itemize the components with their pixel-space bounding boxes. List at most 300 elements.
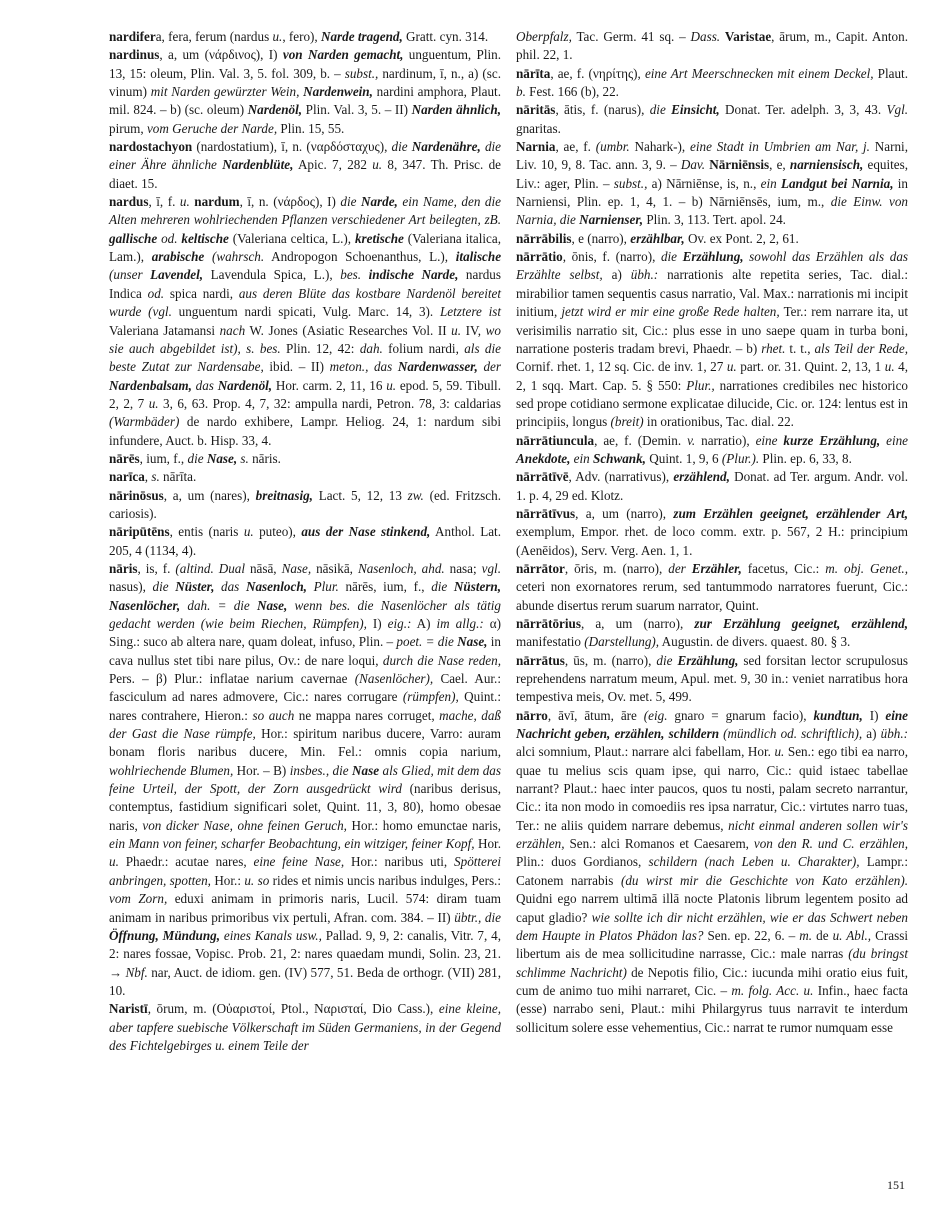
dictionary-entry: [109, 193, 501, 450]
right-column: [516, 28, 908, 1037]
entry-text: schildern (nach Leben u. Charakter),: [648, 854, 860, 870]
entry-text: durch die Nase reden,: [382, 652, 501, 668]
left-column: [109, 28, 501, 1055]
entry-text: Nardenblüte,: [222, 157, 294, 173]
entry-text: a): [602, 267, 631, 283]
entry-headword: nārrātiuncula: [516, 432, 595, 448]
entry-text: s.: [151, 469, 160, 485]
entry-text: A): [411, 616, 437, 631]
entry-text: Hor.: naribus uti,: [344, 854, 455, 870]
entry-text: zum Erzählen geeignet, erzählender Art,: [673, 505, 908, 521]
entry-text: Narden ähnlich,: [411, 102, 501, 118]
entry-text: (Darstellung),: [584, 634, 660, 650]
entry-text: keltische: [181, 230, 229, 246]
entry-text: (du bringst schlimme Nachricht): [516, 946, 908, 980]
entry-text: u.: [774, 744, 785, 760]
entry-text: , fero),: [282, 29, 321, 44]
entry-text: , ī, f.: [148, 194, 180, 210]
entry-headword: Naristī: [109, 1001, 148, 1017]
entry-text: Apic. 7, 282: [293, 157, 373, 173]
entry-text: (rümpfen),: [402, 689, 459, 705]
dictionary-entry: [109, 28, 501, 46]
entry-text: unguentum nardi spicati, Vulg. Marc. 14, 3).: [171, 304, 440, 320]
entry-text: eine: [755, 432, 784, 448]
entry-text: (altind. Dual: [175, 560, 245, 576]
dictionary-entry: [516, 615, 908, 652]
entry-text: indische Narde,: [368, 267, 459, 283]
entry-text: , ārum, m., Capit. Anton. phil. 22, 1.: [516, 29, 908, 63]
entry-text: erzählend,: [673, 469, 730, 485]
entry-text: 3, 6, 63. Prop. 4, 7, 32: ampulla nardi, Petron. 78, 3: caldarias: [158, 395, 501, 411]
entry-text: Hor.: [474, 836, 501, 852]
entry-text: , e (narro),: [571, 230, 631, 246]
entry-text: Lavendula Spica, L.),: [203, 267, 341, 283]
entry-text: eine feine Nase,: [253, 854, 345, 870]
entry-text: part. or. 31. Quint. 2, 13, 1: [736, 359, 885, 375]
entry-text: Narde tragend,: [321, 29, 403, 44]
entry-text: , a, um (nares),: [163, 487, 256, 503]
entry-text: vom Geruche der Narde,: [146, 120, 278, 136]
entry-text: Nasenloch,: [245, 579, 307, 595]
entry-headword: Varistae: [724, 29, 772, 44]
entry-text: dah. = die: [180, 597, 257, 613]
entry-text: Nasenloch, ahd.: [357, 560, 445, 576]
entry-text: Landgut bei Narnia,: [780, 175, 894, 191]
entry-text: manifestatio: [516, 634, 585, 650]
entry-text: eine Art Meerschnecken mit einem Deckel,: [644, 65, 874, 81]
entry-text: (mündlich od. schriftlich),: [719, 726, 863, 742]
entry-headword: nārrātio: [516, 249, 563, 265]
entry-text: kundtun,: [813, 707, 863, 723]
entry-text: Erzähler,: [691, 560, 742, 576]
entry-text: t. t.,: [785, 340, 815, 356]
entry-text: Hor. carm. 2, 11, 16: [272, 377, 387, 393]
entry-text: Nase,: [206, 450, 238, 466]
entry-text: Sen. ep. 22, 6. –: [703, 927, 800, 943]
entry-text: od.: [147, 285, 165, 301]
entry-text: , ōnis, f. (narro),: [562, 249, 661, 265]
entry-text: de Nepotis filio, Cic.: iucunda mihi oratio eius fuit, cum de animo tuo mihi narraret, Cic. –: [516, 964, 908, 998]
entry-text: nāsikā,: [311, 560, 358, 576]
entry-text: Fest. 166 (b), 22.: [525, 84, 619, 100]
entry-text: nar, Auct. de idiom. gen. (IV) 577, 51. Beda de orthogr. (VII) 281, 10.: [109, 964, 501, 998]
entry-text: , ium, f.,: [139, 450, 188, 466]
entry-text: (ed. Fritzsch. cariosis).: [109, 487, 501, 521]
entry-text: u.: [726, 359, 737, 375]
entry-text: u.: [386, 377, 397, 393]
entry-text: (Plur.).: [721, 450, 760, 466]
entry-text: I): [862, 707, 886, 723]
entry-text: Nbf.: [125, 964, 148, 980]
entry-text: Nardenöl,: [217, 377, 273, 393]
entry-text: gnaritas.: [516, 120, 561, 136]
dictionary-entry: [109, 560, 501, 1000]
entry-text: nāsā,: [244, 560, 282, 576]
entry-text: nasa;: [444, 560, 482, 576]
entry-text: die Einw. von Narnia, die: [516, 194, 908, 228]
entry-headword: Narnia: [516, 139, 556, 155]
entry-text: ceteri non exornatores rerum, sed tantummodo narratores fuerunt, Cic.: abunde disertus rerum suarum narrator, Quint.: [516, 579, 908, 613]
entry-text: Lact. 5, 12, 13: [312, 487, 408, 503]
entry-text: Nardenähre,: [411, 139, 481, 155]
entry-text: Hor.: spiritum naribus ducere, Varro: auram bonam floris naribus ducere, Min. Fel.: omnis copia narium,: [109, 726, 501, 760]
entry-text: mit Narden gewürzter Wein,: [150, 84, 304, 100]
dictionary-entry: [516, 65, 908, 102]
dictionary-entry: [109, 450, 501, 468]
entry-text: die einer Ähre ähnliche: [109, 139, 501, 173]
entry-text: I): [366, 616, 388, 631]
entry-text: Öffnung, Mündung,: [109, 927, 220, 943]
dictionary-entry: [109, 487, 501, 524]
entry-text: nardinum, ī, n., a) (sc. vinum): [109, 65, 501, 100]
entry-text: Nase,: [256, 597, 288, 613]
entry-text: eine Nachricht geben, erzählen, schildern: [516, 707, 908, 742]
entry-text: , a, um (narro),: [580, 616, 695, 631]
entry-text: (naribus derisus, contemptus, fastidium significari solet, Quint. 11, 3, 80), homo obesae naris,: [109, 781, 501, 833]
entry-text: Donat. ad Ter. argum. Andr. vol. 1. p. 4, 29 ed. Klotz.: [516, 469, 908, 503]
entry-headword: nārrābilis: [516, 230, 572, 246]
entry-text: (Valeriana celtica, L.),: [228, 230, 355, 246]
entry-text: vgl.: [481, 560, 501, 576]
entry-text: gnaro = gnarum facio),: [667, 707, 814, 723]
entry-text: die: [660, 249, 683, 265]
entry-text: das: [214, 579, 246, 595]
page-number: 151: [887, 1178, 905, 1192]
entry-text: Plur.,: [686, 377, 715, 393]
entry-text: eine: [880, 432, 909, 448]
entry-text: von dicker Nase, ohne feinen Geruch,: [142, 817, 347, 833]
dictionary-entry: [516, 505, 908, 560]
entry-text: W. Jones (Asiatic Researches Vol. II: [245, 322, 452, 338]
entry-text: u.: [451, 322, 462, 338]
entry-text: nārīta.: [159, 469, 197, 485]
entry-text: folium nardi,: [382, 340, 465, 356]
entry-text: subst.,: [613, 175, 648, 191]
entry-text: de nardo exhibere, Lampr. Heliog. 24, 1: nardum sibi infundere, Auct. b. Hisp. 33, 4.: [109, 414, 501, 448]
entry-text: narratio),: [695, 432, 756, 448]
entry-text: Phaedr.: acutae nares,: [118, 854, 254, 870]
entry-text: Andropogon Schoenanthus, L.),: [264, 249, 456, 265]
entry-text: facetus, Cic.:: [741, 560, 826, 576]
entry-text: Crassi libertum ais de mea sollicitudine narrasse, Cic.: male narras: [516, 927, 908, 962]
dictionary-entry: [516, 28, 908, 65]
entry-text: erzählbar,: [630, 230, 685, 246]
entry-text: breitnasig,: [255, 487, 313, 503]
entry-text: ne mappa nares corruget,: [294, 707, 440, 723]
dictionary-entry: [109, 468, 501, 486]
entry-text: Plin. 15, 55.: [277, 120, 345, 136]
entry-text: von den R. und C. erzählen,: [753, 836, 909, 852]
entry-text: die: [152, 579, 176, 595]
entry-text: in Narniensi, Plin. ep. 1, 4, 1. – b) Nārniēnsēs, ium, m.,: [516, 175, 908, 210]
entry-text: nicht einmal anderen sollen wir's erzählen,: [516, 817, 908, 852]
entry-text: als Teil der Rede,: [814, 340, 908, 356]
entry-text: equites, Liv.: ager, Plin. –: [516, 157, 908, 191]
entry-text: als die beste Zutat zur Nardensabe,: [109, 340, 501, 375]
dictionary-entry: [516, 468, 908, 505]
entry-text: kretische: [354, 230, 404, 246]
entry-text: jetzt wird er mir eine große Rede halten,: [561, 304, 780, 320]
entry-text: Narni, Liv. 10, 9, 8. Tac. ann. 3, 9. –: [516, 139, 908, 173]
entry-text: das: [191, 377, 218, 393]
entry-text: Valeriana Jatamansi: [109, 322, 220, 338]
entry-text: die: [656, 652, 678, 668]
entry-text: Pallad. 9, 9, 2: canalis, Vitr. 7, 4, 2: nares fossae, Vopisc. Prob. 21, 2: nares quaedam mundi, Solin. 23, 21. →: [109, 927, 502, 980]
entry-text: Ter.: rem narrare ita, ut verisimilis narratio sit, Cic.: plus esse in uno saepe quam in turba boni, narratione posteris tradam brevi, Phaedr. – b): [516, 304, 908, 356]
entry-text: insbes., die: [289, 762, 353, 778]
entry-text: , ae, f. (Demin.: [594, 432, 688, 448]
entry-text: eig.:: [387, 616, 412, 631]
entry-headword: nārrātīvus: [516, 505, 576, 521]
entry-text: pirum,: [109, 120, 147, 136]
entry-text: Oberpfalz,: [516, 29, 572, 44]
entry-text: die: [340, 194, 361, 210]
entry-text: ein Mann von feiner, scharfer Beobachtung, ein witziger, feiner Kopf,: [109, 836, 475, 852]
entry-text: Nardenwein,: [303, 84, 373, 100]
entry-text: , entis (naris: [169, 524, 244, 540]
entry-text: narniensisch,: [789, 157, 864, 173]
entry-text: eines Kanals usw.,: [220, 927, 322, 943]
entry-text: übh.:: [630, 267, 659, 283]
entry-text: arabische: [151, 249, 205, 265]
entry-text: , is, f.: [137, 560, 176, 576]
entry-text: Einsicht,: [671, 102, 720, 118]
entry-text: u.: [179, 194, 190, 210]
entry-headword: nāripūtēns: [109, 524, 170, 540]
entry-text: u.: [372, 157, 383, 173]
entry-text: Nardenöl,: [247, 102, 303, 118]
entry-text: Dav.: [680, 157, 706, 173]
entry-text: Vgl.: [886, 102, 909, 118]
entry-text: Erzählung,: [682, 249, 744, 265]
entry-text: zw.: [407, 487, 424, 503]
entry-text: eine kleine, aber tapfere suebische Völkerschaft im Süden Germaniens, in der Gegend des Fichtelgebirges u. einem Teile der: [109, 1001, 501, 1053]
entry-text: Schwank,: [593, 450, 646, 466]
entry-text: (breit): [610, 414, 644, 430]
entry-text: die: [649, 102, 672, 118]
entry-text: nach: [219, 322, 246, 338]
entry-headword: nardifer: [109, 29, 156, 44]
entry-text: , ae, f. (νηρίτης),: [550, 65, 645, 81]
entry-text: Narde,: [360, 194, 398, 210]
entry-text: übh.:: [880, 726, 908, 742]
entry-text: (Nasenlöcher),: [354, 671, 434, 687]
entry-text: , ae, f.: [555, 139, 596, 155]
entry-text: (wahrsch.: [204, 249, 265, 265]
entry-text: Hor. – B): [233, 762, 290, 778]
entry-text: alci somnium, Plaut.: narrare alci fabellam, Hor.: [516, 744, 775, 760]
entry-text: , ūs, m. (narro),: [564, 652, 657, 668]
entry-text: rhet.: [761, 340, 786, 356]
entry-text: ibid. – II): [263, 359, 330, 375]
entry-text: , a, um (narro),: [575, 505, 674, 521]
entry-text: (umbr.: [595, 139, 630, 155]
entry-text: Plin. Val. 3, 5. – II): [302, 102, 412, 118]
entry-text: Sen.: alci Romanos et Caesarem,: [564, 836, 754, 852]
entry-text: Tac. Germ. 41 sq. –: [571, 29, 691, 44]
entry-text: exemplum, Empor. rhet. de loco comm. extr. p. 567, 2 H.: principium (Aenēidos), Serv. Verg. Aen. 1, 1.: [516, 524, 908, 558]
entry-text: als Glied, mit dem das feine Urteil, der Spott, der Zorn ausgedrückt wird: [109, 762, 501, 797]
entry-text: Quint. 1, 9, 6: [645, 450, 722, 466]
entry-text: Nüster,: [175, 579, 215, 595]
entry-text: Narnienser,: [579, 212, 644, 228]
dictionary-entry: [109, 1000, 501, 1055]
entry-text: ein: [760, 175, 781, 191]
entry-text: (nardostatium), ī, n. (ναρδόσταχυς),: [192, 139, 392, 155]
entry-text: α) Sing.: suco ab altera nare, quam doleat, infuso, Plin. –: [109, 616, 502, 650]
entry-text: 8, 347. Th. Prisc. de diaet. 15.: [109, 157, 501, 191]
entry-headword: nāritās: [516, 102, 556, 118]
entry-headword: nardus: [109, 194, 149, 210]
entry-text: (unser: [109, 267, 151, 283]
entry-text: aus deren Blüte das kostbare Nardenöl bereitet wurde (vgl.: [109, 285, 502, 320]
entry-text: Ov. ex Pont. 2, 2, 61.: [684, 230, 799, 246]
entry-text: Plin. ep. 6, 33, 8.: [759, 450, 852, 466]
dictionary-entry: [516, 230, 908, 248]
entry-text: vom Zorn,: [109, 891, 168, 907]
entry-headword: nāris: [109, 560, 138, 576]
entry-text: spica nardi,: [164, 285, 239, 301]
entry-headword: nārrātor: [516, 560, 565, 576]
entry-text: Nase,: [457, 634, 488, 650]
entry-headword: nārinōsus: [109, 487, 164, 503]
entry-text: ,: [144, 469, 152, 485]
entry-text: Lavendel,: [150, 267, 204, 283]
entry-text: Nardenwasser,: [397, 359, 478, 375]
entry-text: u. Abl.,: [832, 927, 872, 943]
entry-text: od.: [157, 230, 182, 246]
dictionary-entry: [109, 138, 501, 193]
entry-text: ein: [570, 450, 594, 466]
entry-text: Hor.:: [210, 872, 245, 888]
entry-text: sowohl das Erzählen als das Erzählte selbst,: [516, 249, 908, 283]
entry-text: Quidni ego narrem ultimā illā nocte Platonis librum legentem posito ad caput gladio?: [516, 891, 908, 925]
entry-text: narrationes credibiles nec historico sed prope cotidiano sermone explicatae dilucide, Cic. or. 124: lentus est in principiis, longus: [516, 377, 908, 430]
entry-text: nasus),: [109, 579, 153, 595]
entry-text: der: [668, 560, 692, 576]
entry-text: in orationibus, Tac. dial. 22.: [643, 414, 794, 430]
entry-text: poet. = die: [396, 634, 458, 650]
entry-text: Pers. – β) Plur.: inflatae narium cavernae: [109, 671, 355, 687]
entry-text: Hor.: homo emunctae naris,: [346, 817, 501, 833]
entry-text: Nahark-),: [629, 139, 691, 155]
entry-text: Gratt. cyn. 314.: [402, 29, 489, 44]
entry-text: italische: [455, 249, 502, 265]
entry-text: Quint.: nares contrahere, Hieron.:: [109, 689, 501, 723]
entry-text: m. folg. Acc. u.: [731, 982, 814, 998]
entry-text: puteo),: [253, 524, 302, 540]
dictionary-entry: [516, 707, 908, 1037]
entry-text: nāris.: [248, 450, 281, 466]
entry-text: de: [812, 927, 833, 943]
entry-text: , ī, n. (νάρδος), I): [239, 194, 341, 210]
entry-text: IV,: [461, 322, 486, 338]
entry-headword: nārīta: [516, 65, 551, 81]
entry-text: wenn bes. die Nasenlöcher als tätig gedacht werden (wie beim Riechen, Rümpfen),: [109, 597, 501, 631]
entry-text: wie sollte ich dir nicht erzählen, wie er das Schwert neben dem Haupte in Platos Phädon las?: [516, 909, 908, 943]
entry-text: u.: [272, 29, 283, 44]
entry-text: der: [477, 359, 501, 375]
entry-text: nārēs, ium, f.,: [338, 579, 432, 595]
entry-text: 4, 2, 1 sqq. Mart. Cap. 5. § 550:: [516, 359, 909, 393]
entry-text: die: [391, 139, 412, 155]
entry-text: narrationis alte repetita series, Tac. dial.: mirabilior tamen sequentis casus narratio, Val. Max.: narrationis mi incipit initium,: [516, 267, 908, 320]
entry-text: nardus Indica: [109, 267, 501, 301]
entry-text: a) Nārniēnse, is, n.,: [647, 175, 761, 191]
dictionary-entry: [109, 523, 501, 560]
entry-text: die: [187, 450, 207, 466]
entry-text: (Warmbäder): [109, 414, 180, 430]
entry-text: Spötterei anbringen, spotten,: [109, 854, 502, 888]
entry-text: so auch: [252, 707, 295, 723]
entry-text: (Valeriana italica, Lam.),: [109, 230, 501, 265]
entry-text: kurze Erzählung,: [783, 432, 881, 448]
entry-text: Letztere ist: [439, 304, 501, 320]
entry-text: ein Name, den die Alten mehreren wohlriechenden Pflanzen verschiedener Art beilegten, zB.: [109, 194, 501, 228]
entry-text: , ōris, m. (narro),: [564, 560, 669, 576]
entry-text: a): [862, 726, 881, 742]
entry-text: nardini amphora, Plaut. mil. 824. – b) (sc. oleum): [109, 84, 501, 118]
entry-text: subst.,: [344, 65, 379, 81]
entry-text: wohlriechende Blumen,: [109, 762, 234, 778]
entry-text: übtr., die: [454, 909, 501, 925]
entry-text: b.: [516, 84, 526, 100]
entry-text: Nase,: [281, 560, 312, 576]
entry-text: (eig.: [643, 707, 668, 723]
entry-text: rides et nimis uncis naribus indulges, Pers.:: [269, 872, 501, 888]
entry-headword: narīca: [109, 469, 145, 485]
entry-text: unguentum, Plin. 13, 15: oleum, Plin. Val. 3, 5. fol. 309, b. –: [109, 47, 502, 81]
entry-headword: nārrātus: [516, 652, 565, 668]
entry-text: , ātis, f. (narus),: [555, 102, 650, 118]
entry-text: Nüstern, Nasenlöcher,: [109, 579, 502, 613]
entry-text: , āvī, ātum, āre: [547, 707, 644, 723]
entry-text: Plin. 12, 42:: [280, 340, 360, 356]
entry-text: mache, daß der Gast die Nase rümpfe,: [109, 707, 501, 742]
dictionary-entry: [516, 432, 908, 469]
entry-text: m.: [799, 927, 813, 943]
entry-text: u.: [148, 395, 159, 411]
entry-text: , ōrum, m. (Οὐαριστοί, Ptol., Ναρισταί, Dio Cass.),: [147, 1001, 439, 1017]
entry-headword: nardostachyon: [109, 139, 193, 155]
entry-text: eduxi animam in primoris naris, Lucil. 574: diram tuam animam in naribus primoribus vix pertuli, Afran. com. 384. – II): [109, 891, 501, 925]
entry-text: sed forsitan lector scrupulosus reprehendens narratum meum, Apul. met. 9, 30 in.: veniet narratibus hora tempestiva meis, Ov. met. 5, 499.: [516, 652, 908, 705]
entry-text: Cornif. rhet. 1, 12 sq. Cic. de inv. 1, 27: [516, 359, 727, 375]
entry-text: Plin. 3, 113. Tert. apol. 24.: [643, 212, 786, 228]
entry-text: u.: [884, 359, 895, 375]
entry-headword: nārro: [516, 707, 548, 723]
entry-text: epod. 5, 59. Tibull. 2, 2, 7: [109, 377, 501, 411]
entry-text: m. obj. Genet.,: [825, 560, 908, 576]
entry-text: die: [431, 579, 454, 595]
entry-text: von Narden gemacht,: [282, 47, 404, 63]
entry-text: zur Erzählung geeignet, erzählend,: [694, 616, 908, 631]
dictionary-entry: [516, 560, 908, 615]
entry-headword: nardum: [194, 194, 240, 210]
entry-text: s.: [237, 450, 249, 466]
entry-text: u.: [109, 854, 119, 870]
entry-text: aus der Nase stinkend,: [301, 524, 431, 540]
entry-headword: nardinus: [109, 47, 160, 63]
dictionary-entry: [109, 46, 501, 138]
entry-text: Plin.: duos Gordianos,: [516, 854, 649, 870]
entry-text: Nardenbalsam,: [109, 377, 192, 393]
entry-headword: Nārniēnsis: [709, 157, 770, 173]
dictionary-entry: [516, 248, 908, 431]
entry-text: im allg.:: [436, 616, 484, 631]
entry-text: , a, um (νάρδινος), I): [159, 47, 283, 63]
entry-text: wo sie auch abgebildet ist), s. bes.: [109, 322, 501, 356]
